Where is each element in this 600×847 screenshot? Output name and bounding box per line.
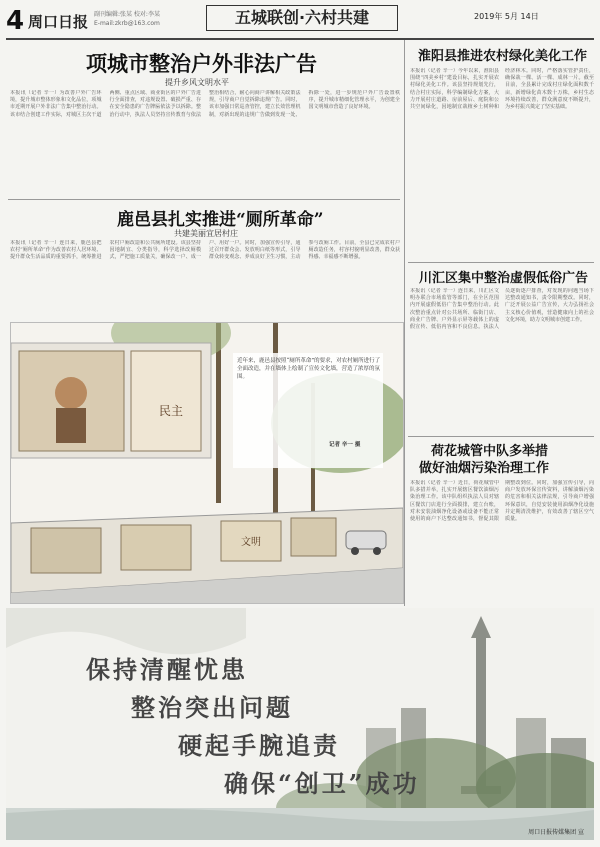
issue-date: 2019年 5月 14日 [474, 12, 539, 21]
divider [408, 436, 594, 437]
article-body: 本报讯（记者 辛一）为改善户外广告环境，提升城市整体形象和文化品位，项城市近期开展户外非法广告集中整治行动。该市结合创建工作实际，对城区主次干道两侧、重点区域、商业街区的户外广告进行全面排查，对违规设置、破损严重、存在安全隐患的广告牌匾依法予以拆除。整治行动中，执法人员坚持宣传教育与依法整治相结合，耐心向商户讲解相关政策法规，引导商户自觉拆除违规广告。同时，该市加强日常巡查管控，建立长效管理机制，对新出现的违规广告做到发现一处、拆除一处，进一步规范户外广告设置秩序，提升城市精细化管理水平，为创建全国文明城市营造了良好环境。 [10, 90, 400, 118]
article-body: 本报讯（记者 辛一）今年以来，淮阳县围绕“四美乡村”建设目标，扎实开展农村绿化美化工作。该县坚持规划先行，结合村庄实际，科学编制绿化方案，大力开展村庄道路、房前屋后、庭院和公共空间绿化，因地制宜栽植乡土树种和经济林木。同时，严格落实管护责任，确保栽一棵、活一棵、成林一片。截至目前，全县累计完成村庄绿化面积数千亩，新增绿化苗木数十万株，乡村生态环境持续改善，群众满意度不断提升，为乡村振兴奠定了坚实基础。 [410, 68, 594, 111]
photo-credit: 记者 辛一 摄 [329, 442, 361, 448]
slogan-line: 硬起手腕追责 [178, 731, 340, 760]
mural-text: 民主 [158, 404, 184, 418]
masthead [0, 0, 600, 38]
mural-text: 文明 [241, 537, 261, 548]
header-rule [6, 38, 594, 40]
page-number: 4 [6, 6, 25, 36]
email-info: E-mail:zkrb@163.com [94, 20, 160, 27]
article-title: 淮阳县推进农村绿化美化工作 [418, 49, 588, 64]
slogan-line: 确保“创卫”成功 [224, 769, 420, 798]
column-divider [404, 40, 405, 606]
article-title: 川汇区集中整治虚假低俗广告 [419, 271, 589, 286]
paper-name: 周口日报 [28, 13, 89, 31]
article-title-line2: 做好油烟污染治理工作 [419, 461, 550, 476]
article-body: 本报讯（记者 辛一）近日，荷花城管中队多措并举，扎实开展辖区餐饮油烟污染治理工作。该中队组织执法人员对辖区餐饮门店进行全面摸排，建立台账，对未安装油烟净化设备或设备不能正常使用的商户下达整改通知书，督促其限期整改到位。同时，加强宣传引导，向商户发放环保宣传资料，讲解油烟污染的危害和相关法律法规，引导商户增强环保意识，自觉安装使用油烟净化设施并定期清洗维护，有效改善了辖区空气质量。 [410, 480, 594, 523]
public-service-banner [6, 608, 594, 840]
article-title: 鹿邑县扎实推进“厕所革命” [117, 210, 324, 230]
article-subtitle: 共建美丽宜居村庄 [174, 229, 238, 238]
banner-credit: 周口日报传媒集团 宣 [528, 829, 584, 836]
editor-info: 副刊编辑:张某 校对:李某 [94, 11, 160, 18]
slogan-line: 整治突出问题 [131, 693, 293, 722]
news-photo [10, 322, 404, 604]
article-title: 荷花城管中队多举措 [431, 444, 549, 459]
article-body: 本报讯（记者 辛一）连日来，川汇区文明办联合市场监管等部门，在全区范围内开展虚假低俗广告集中整治行动。此次整治重点针对公共场所、临街门店、商业广告牌、户外显示屏等载体上的虚假宣传、低俗内容和不良信息。执法人员逐街逐户排查，对发现的问题当场下达整改通知书，责令限期整改。同时，广泛开展公益广告宣传，大力弘扬社会主义核心价值观，营造健康向上的社会文化环境，助力文明城市创建工作。 [410, 288, 594, 331]
banner-illustration [6, 608, 594, 840]
article-subtitle: 提升乡风文明水平 [165, 78, 229, 87]
slogan-line: 保持清醒忧患 [86, 655, 248, 684]
article-title: 项城市整治户外非法广告 [86, 51, 317, 76]
section-title: 五城联创·六村共建 [206, 5, 398, 31]
article-body: 本报讯（记者 辛一）连日来，鹿邑县把农村“厕所革命”作为改善农村人居环境、提升群众生活品质的重要抓手，统筹推进农村户厕改造和公共厕所建设。该县坚持因地制宜、分类指导，科学选择改厕模式，严把施工质量关，确保改一户、成一户、用好一户。同时，加强宣传引导，通过召开群众会、发放明白纸等形式，引导群众转变观念、养成良好卫生习惯，主动参与改厕工作。目前，全县已完成农村户厕改造任务，村容村貌明显改善，群众获得感、幸福感不断增强。 [10, 240, 400, 261]
divider [408, 262, 594, 263]
photo-caption: 近年来，鹿邑县按照“厕所革命”的要求，对农村厕所进行了全面改造，并在墙体上绘制了宣传文化墙，营造了浓厚的氛围。 [237, 358, 381, 380]
divider [8, 199, 400, 200]
